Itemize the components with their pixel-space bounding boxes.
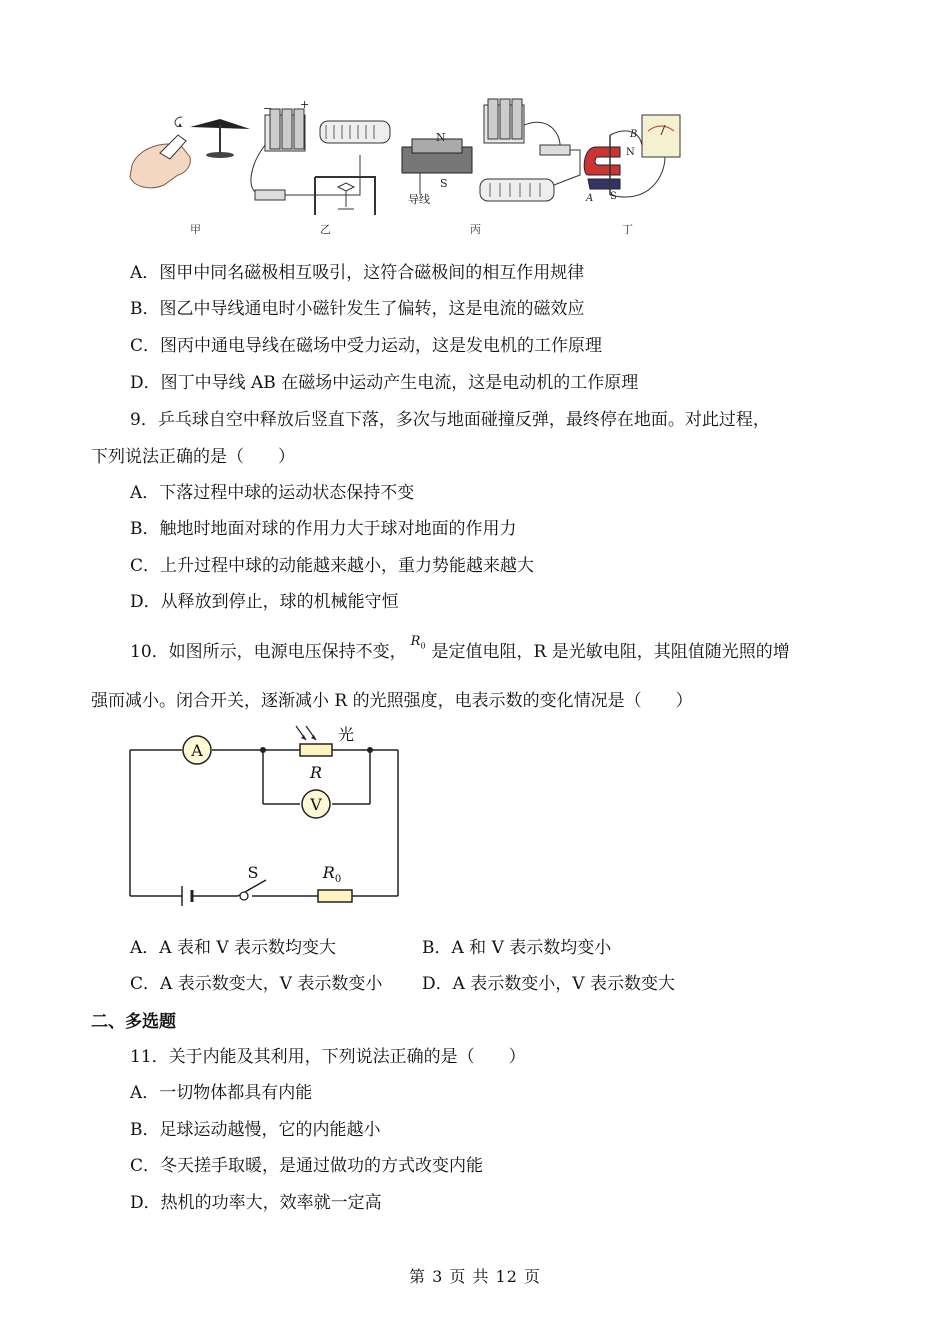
q8-option-c: C．图丙中通电导线在磁场中受力运动，这是发电机的工作原理 [130,336,603,356]
q11-stem: 11．关于内能及其利用，下列说法正确的是（ ） [130,1047,526,1067]
label-minus: − [263,102,273,115]
label-ding-S: S [610,191,617,202]
photoresistor-R [300,744,332,756]
q9-stem-line1: 9．乒乓球自空中释放后竖直下落，多次与地面碰撞反弹，最终停在地面。对此过程， [130,410,770,430]
label-bing-N: N [436,131,446,144]
section-title: 二、多选题 [91,1012,176,1032]
R-label: R [309,763,323,782]
label-ding-N: N [626,147,635,158]
caption-ding: 丁 [622,223,633,236]
q10-option-a: A．A 表和 V 表示数均变大 [130,938,337,958]
ammeter-label: A [191,741,203,760]
q9-option-a: A．下落过程中球的运动状态保持不变 [130,483,415,503]
experiment-figures [120,95,700,245]
label-wire: 导线 [408,193,430,206]
voltmeter-label: V [310,795,322,814]
q9-option-d: D．从释放到停止，球的机械能守恒 [130,592,399,612]
q11-option-a: A．一切物体都具有内能 [130,1083,313,1103]
label-plus: + [300,98,310,111]
q8-option-d: D．图丁中导线 AB 在磁场中运动产生电流，这是电动机的工作原理 [130,373,639,393]
caption-bing: 丙 [470,223,481,236]
circuit-diagram [120,720,420,920]
q9-option-b: B．触地时地面对球的作用力大于球对地面的作用力 [130,519,517,539]
figure-jia [130,117,250,188]
q11-option-b: B．足球运动越慢，它的内能越小 [130,1120,381,1140]
page-footer: 第 3 页 共 12 页 [409,1267,541,1286]
q9-option-c: C．上升过程中球的动能越来越小，重力势能越来越大 [130,556,535,576]
r0-symbol [411,631,426,658]
resistor-R0 [318,890,352,902]
q11-option-c: C．冬天搓手取暖，是通过做功的方式改变内能 [130,1156,484,1176]
q10-option-d: D．A 表示数变小，V 表示数变大 [422,974,675,994]
R0-subscript: 0 [334,874,342,885]
q10-stem-line1 [130,634,790,670]
q10-stem-line2: 强而减小。闭合开关，逐渐减小 R 的光照强度，电表示数的变化情况是（ ） [91,691,693,711]
q10-stem-part1: 10．如图所示，电源电压保持不变， [130,642,407,662]
figure-yi [251,109,390,215]
figure-bing [402,99,580,201]
label-bing-S: S [440,177,448,190]
q8-option-b: B．图乙中导线通电时小磁针发生了偏转，这是电流的磁效应 [130,299,585,319]
q10-option-c: C．A 表示数变大，V 表示数变小 [130,974,383,994]
r0-letter: R [410,634,421,649]
caption-jia: 甲 [190,223,201,236]
q10-option-b: B．A 和 V 表示数均变小 [422,938,612,958]
q8-option-a: A．图甲中同名磁极相互吸引，这符合磁极间的相互作用规律 [130,263,585,283]
light-label: 光 [338,725,355,744]
caption-yi: 乙 [320,223,331,236]
switch-label: S [247,863,259,882]
q9-stem-line2: 下列说法正确的是（ ） [91,447,295,467]
q10-stem-part2: 是定值电阻，R 是光敏电阻，其阻值随光照的增 [431,642,790,662]
R0-letter: R [322,863,335,882]
R0-label [322,863,341,885]
q11-option-d: D．热机的功率大，效率就一定高 [130,1193,382,1213]
r0-subscript: 0 [420,641,426,651]
label-ding-A: A [586,193,594,204]
label-ding-B: B [630,129,638,140]
